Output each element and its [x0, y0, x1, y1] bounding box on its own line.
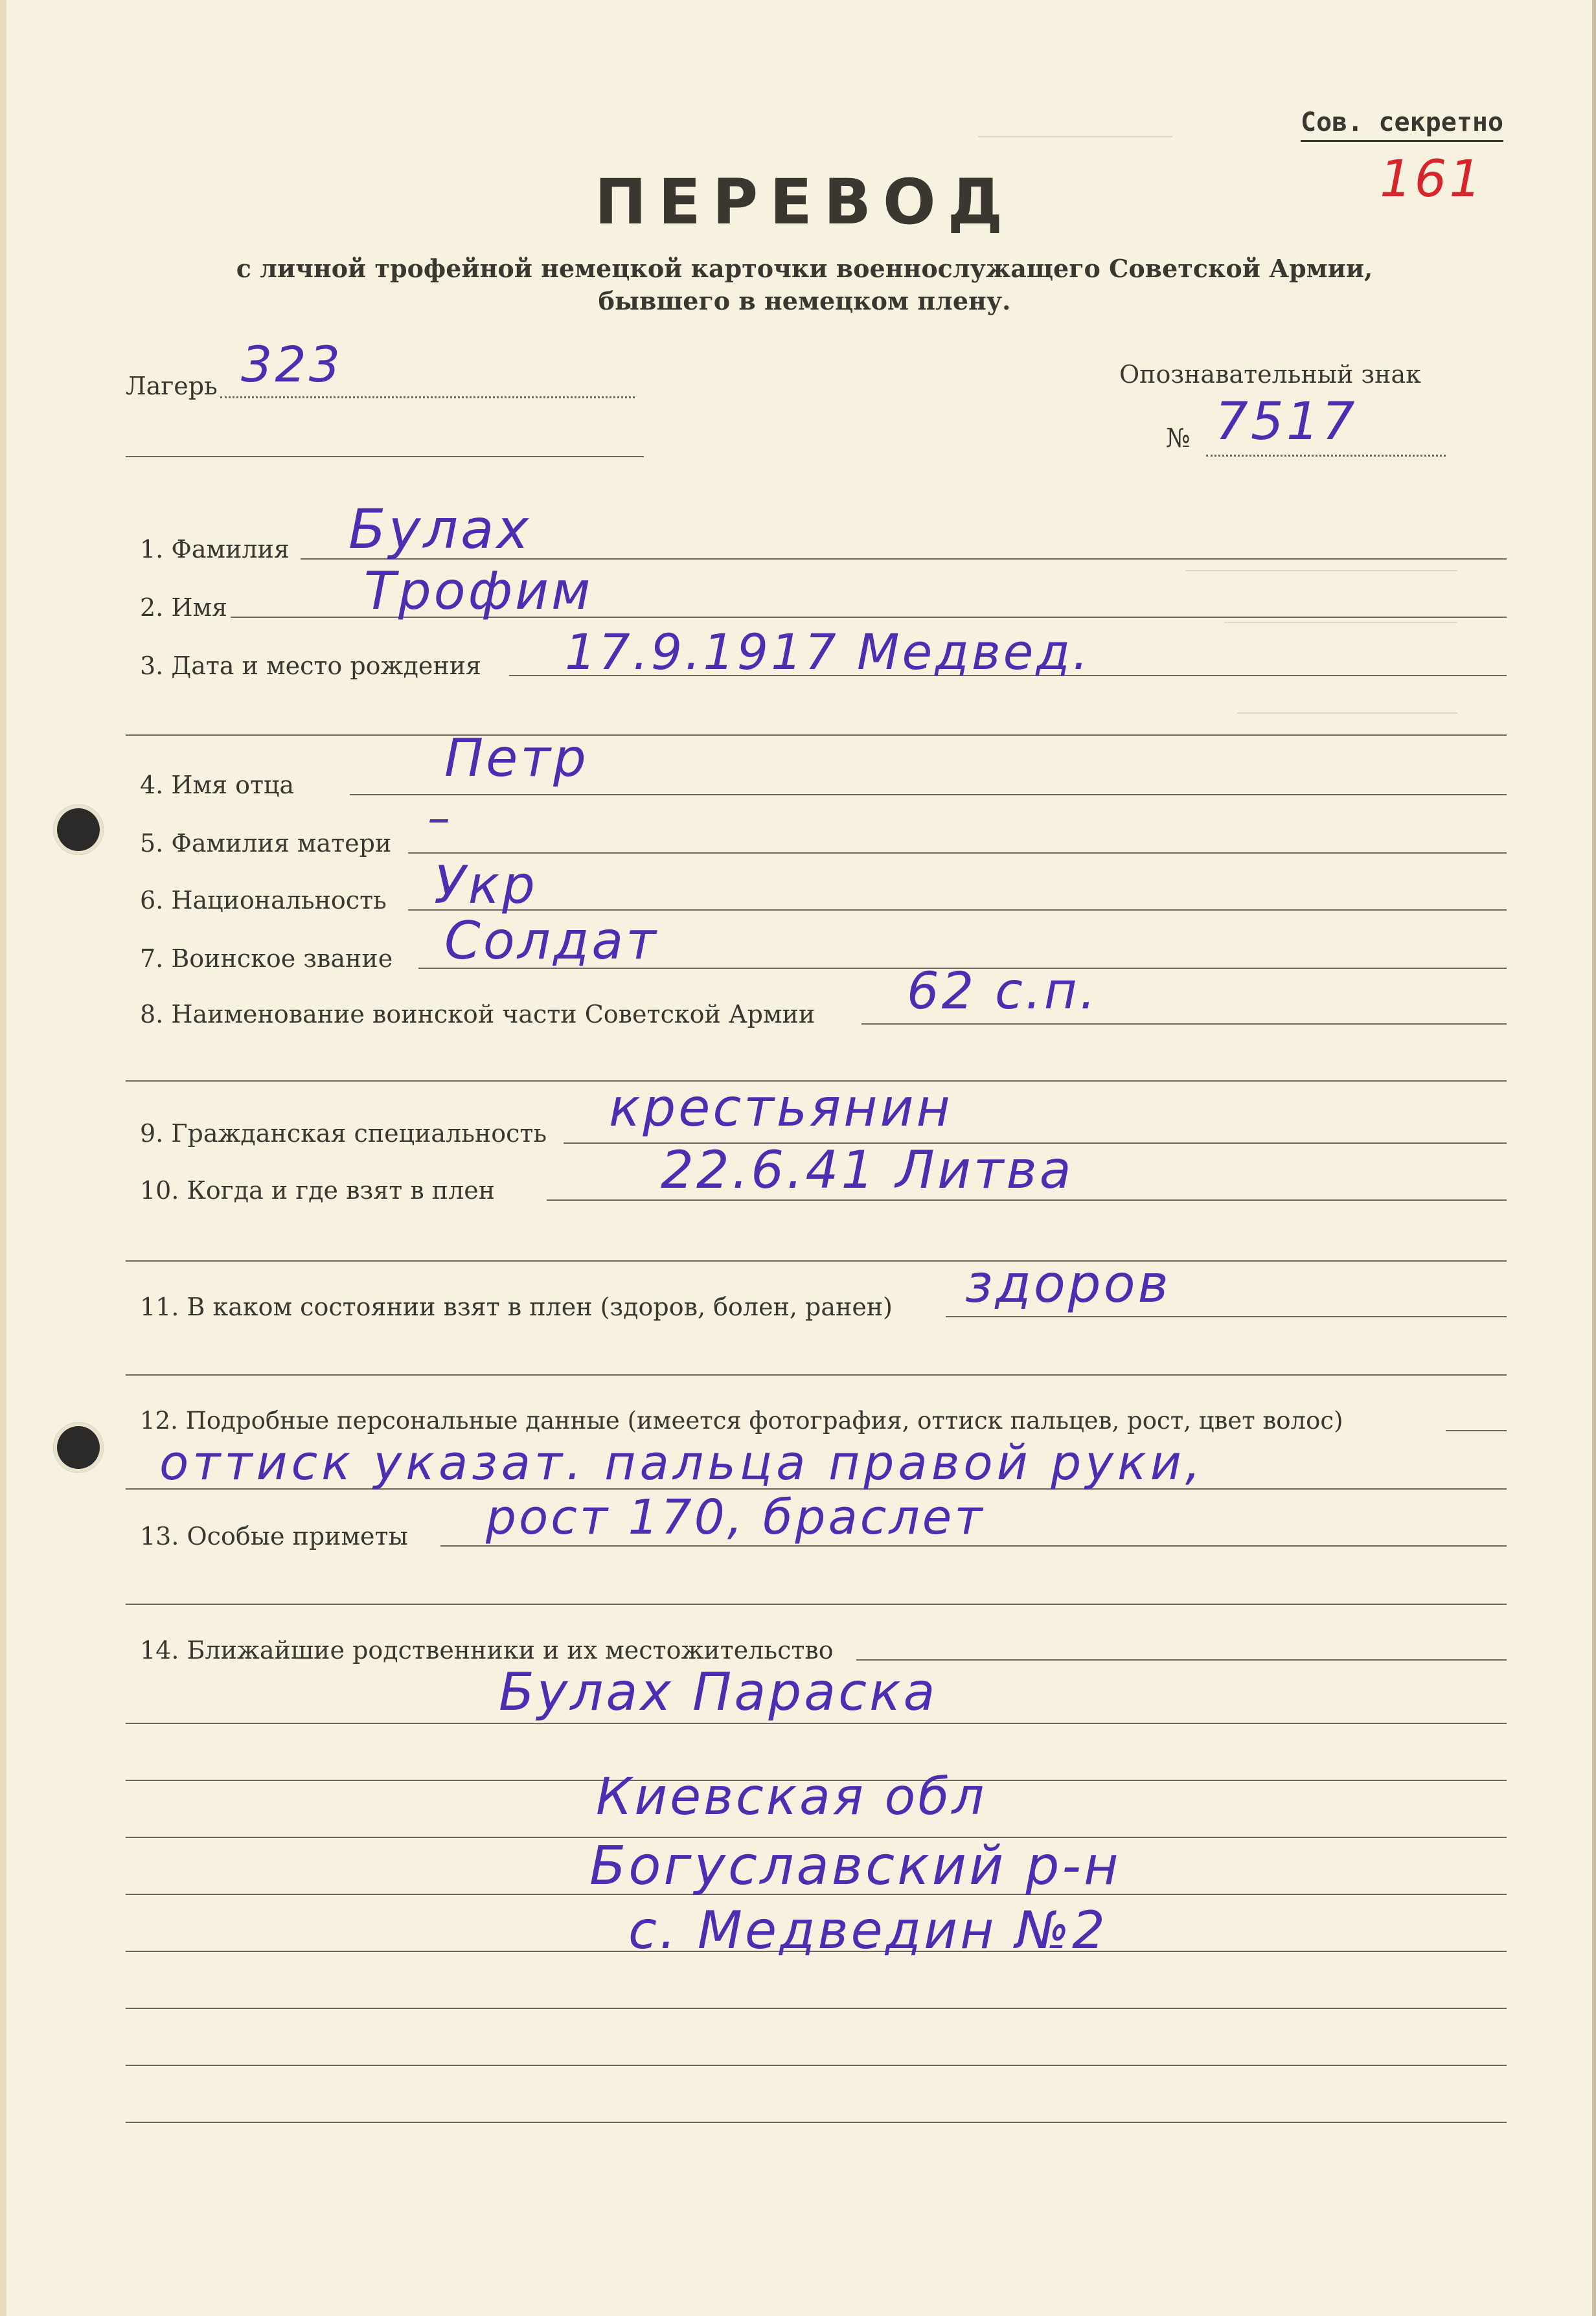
field-mother-line [408, 852, 1507, 854]
id-tag-value: 7517 [1215, 391, 1358, 451]
field-personal-data-line [1446, 1430, 1507, 1431]
ghost-line [978, 136, 1172, 137]
field-father-value: Петр [444, 728, 589, 788]
field-mother-label: 5. Фамилия матери [140, 829, 392, 857]
camp-extra-line [126, 456, 644, 457]
field-personal-data-label: 12. Подробные персональные данные (имеется фотография, оттиск пальцев, рост, цвет волос) [140, 1407, 1343, 1435]
address-line-1 [126, 1723, 1507, 1724]
field-profession-label: 9. Гражданская специальность [140, 1119, 547, 1148]
field-captured-extra-line [126, 1260, 1507, 1262]
field-relatives-line [856, 1659, 1507, 1661]
id-tag-dotted-line [1206, 455, 1446, 457]
camp-value: 323 [241, 335, 343, 393]
field-nationality-value: Укр [434, 855, 538, 915]
camp-dotted-line [220, 396, 635, 398]
field-rank-label: 7. Воинское звание [140, 944, 393, 973]
field-condition-extra-line [126, 1374, 1507, 1376]
field-mother-value: – [428, 791, 453, 845]
address-value-2: Богуславский р-н [589, 1835, 1121, 1897]
field-nationality-label: 6. Национальность [140, 886, 387, 914]
address-value-3: с. Медведин №2 [628, 1900, 1108, 1960]
page-title: ПЕРЕВОД [594, 166, 1015, 238]
field-relatives-label: 14. Ближайшие родственники и их местожительство [140, 1636, 834, 1664]
field-rank-value: Солдат [444, 911, 659, 971]
field-name-label: 2. Имя [140, 593, 228, 622]
field-marks-label: 13. Особые приметы [140, 1522, 408, 1550]
field-condition-label: 11. В каком состоянии взят в плен (здоров, болен, ранен) [140, 1293, 893, 1321]
camp-label: Лагерь [126, 372, 218, 400]
address-line-8 [126, 2122, 1507, 2123]
field-captured-label: 10. Когда и где взят в плен [140, 1176, 496, 1205]
ghost-line [1224, 622, 1457, 623]
field-marks-extra-line [126, 1604, 1507, 1605]
field-marks-line [440, 1545, 1507, 1547]
field-father-line [350, 794, 1507, 795]
address-line-6 [126, 2008, 1507, 2009]
field-marks-value: рост 170, браслет [486, 1490, 985, 1545]
field-birth-value: 17.9.1917 Медвед. [565, 623, 1091, 681]
field-unit-label: 8. Наименование воинской части Советской Армии [140, 1000, 815, 1028]
field-unit-line [861, 1023, 1507, 1025]
punch-hole-bottom [53, 1422, 104, 1473]
subtitle-line-2: бывшего в немецком плену. [598, 286, 1011, 315]
field-surname-label: 1. Фамилия [140, 535, 290, 563]
id-tag-label: Опознавательный знак [1119, 360, 1421, 389]
field-surname-value: Булах [348, 497, 532, 561]
field-name-value: Трофим [364, 561, 593, 621]
field-father-label: 4. Имя отца [140, 771, 295, 799]
address-line-7 [126, 2065, 1507, 2066]
subtitle-line-1: с личной трофейной немецкой карточки военнослужащего Советской Армии, [236, 254, 1373, 283]
ghost-line [1185, 570, 1457, 571]
sheet-number: 161 [1380, 150, 1484, 209]
field-unit-value: 62 с.п. [907, 962, 1099, 1021]
field-profession-value: крестьянин [609, 1078, 953, 1138]
ghost-line [1237, 712, 1457, 714]
field-personal-data-value: оттиск указат. пальца правой руки, [159, 1435, 1205, 1491]
field-condition-line [946, 1316, 1507, 1317]
field-relatives-value: Булах Параска [499, 1662, 938, 1722]
field-captured-value: 22.6.41 Литва [661, 1140, 1074, 1200]
field-birth-label: 3. Дата и место рождения [140, 652, 482, 680]
field-birth-extra-line [126, 734, 1507, 736]
classification-stamp: Сов. секретно [1301, 108, 1503, 142]
field-condition-value: здоров [965, 1254, 1171, 1314]
id-tag-number-prefix: № [1166, 424, 1191, 453]
address-value-1: Киевская обл [596, 1768, 987, 1826]
punch-hole-top [53, 804, 104, 855]
